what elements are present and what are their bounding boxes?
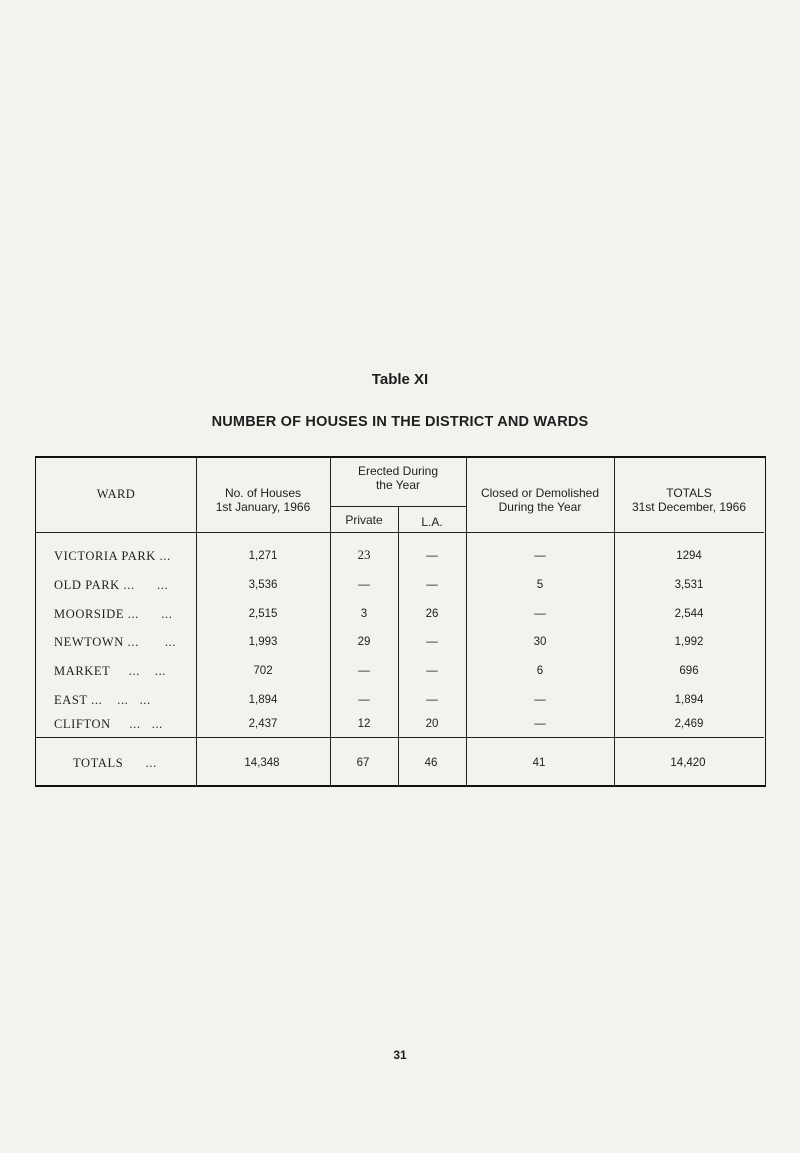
row-la: 20 [425,718,439,730]
header-houses-line2: 1st January, 1966 [215,500,311,514]
row-private: — [358,694,370,706]
row-closed: — [534,550,546,562]
row-houses: 1,993 [248,636,278,648]
row-total: 3,531 [674,579,704,591]
row-total: 696 [679,665,699,677]
row-total: 1294 [676,550,702,562]
header-la: L.A. [421,515,443,529]
row-closed: 30 [533,636,547,648]
header-private: Private [345,513,383,527]
page-number: 31 [393,1048,407,1062]
row-ward: MOORSIDE ... ... [54,607,173,621]
row-private: 12 [357,718,371,730]
row-private: 23 [357,547,371,562]
row-total: 2,469 [674,718,704,730]
row-total: 1,894 [674,694,704,706]
row-ward: MARKET ... ... [54,664,167,678]
houses-table [35,456,766,787]
row-total: 1,992 [674,636,704,648]
row-la: — [426,579,438,591]
row-ward: EAST ... ... ... [54,693,151,707]
table-subtitle: NUMBER OF HOUSES IN THE DISTRICT AND WARDS [211,414,589,430]
header-totals-line2: 31st December, 1966 [631,500,747,514]
header-totals-line1: TOTALS [666,486,712,500]
row-ward: OLD PARK ... ... [54,578,169,592]
row-closed: — [534,694,546,706]
header-rule [36,532,764,533]
row-private: — [358,579,370,591]
row-total: 2,544 [674,608,704,620]
row-closed: 6 [536,665,544,677]
header-erected-line1: Erected During [357,464,439,478]
row-houses: 2,515 [248,608,278,620]
row-la: — [426,694,438,706]
row-private: 3 [360,608,368,620]
row-closed: — [534,608,546,620]
totals-closed: 41 [532,757,546,769]
header-ward: WARD [96,487,136,501]
table-title: Table XI [371,371,429,388]
row-la: 26 [425,608,439,620]
row-la: — [426,636,438,648]
subheader-rule [330,506,466,507]
totals-label: TOTALS ... [73,756,157,770]
totals-private: 67 [356,757,370,769]
row-ward: VICTORIA PARK ... [54,549,171,563]
totals-houses: 14,348 [244,757,280,769]
row-ward: NEWTOWN ... ... [54,635,177,649]
row-houses: 1,894 [248,694,278,706]
row-houses: 702 [253,665,273,677]
header-closed-line2: During the Year [498,500,582,514]
row-houses: 1,271 [248,550,278,562]
totals-rule [36,737,764,738]
row-houses: 3,536 [248,579,278,591]
row-private: 29 [357,636,371,648]
header-closed-line1: Closed or Demolished [480,486,600,500]
header-houses-line1: No. of Houses [224,486,302,500]
header-erected-line2: the Year [375,478,421,492]
row-ward: CLIFTON ... ... [54,717,163,731]
totals-total: 14,420 [670,757,706,769]
row-la: — [426,665,438,677]
row-closed: — [534,718,546,730]
row-closed: 5 [536,579,544,591]
row-private: — [358,665,370,677]
row-la: — [426,550,438,562]
totals-la: 46 [424,757,438,769]
row-houses: 2,437 [248,718,278,730]
